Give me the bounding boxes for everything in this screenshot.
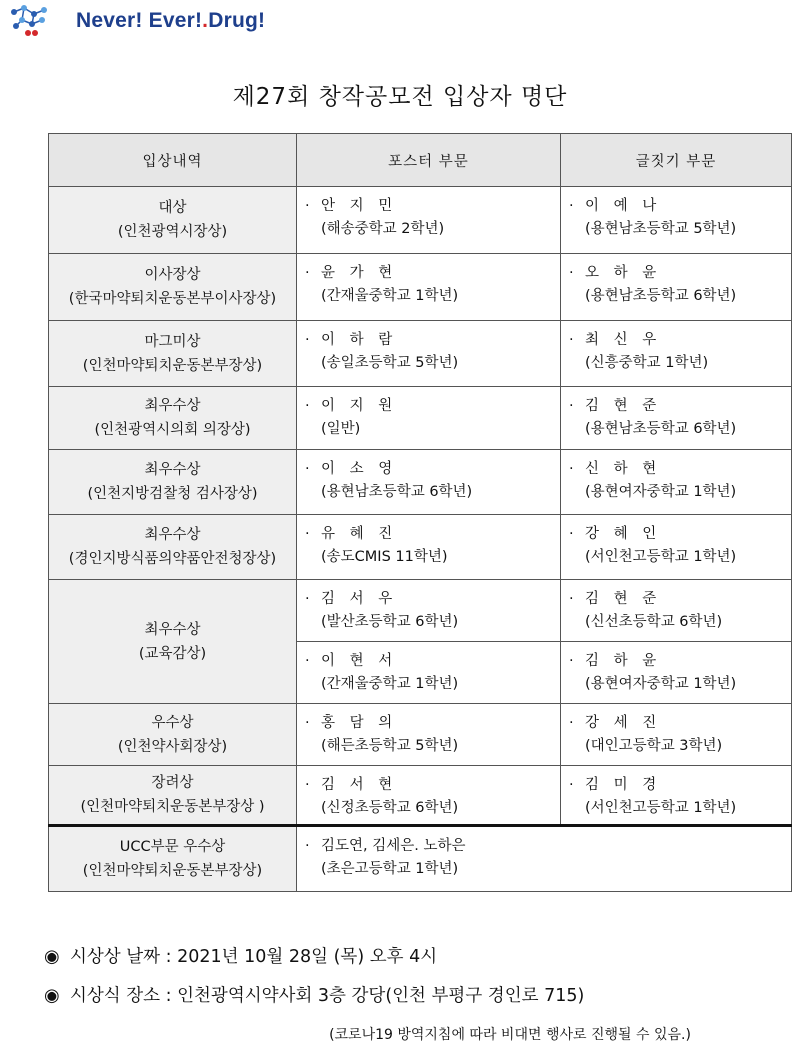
winner-cell	[561, 515, 792, 580]
award-cell	[49, 580, 297, 704]
winner-name: 홍 담 의	[321, 715, 398, 731]
winner-cell	[297, 254, 561, 321]
winner-cell	[561, 642, 792, 704]
winner-name: 이 예 나	[585, 198, 662, 214]
bullet-icon: ·	[305, 591, 310, 607]
bullet-icon: ·	[305, 198, 310, 214]
winner-cell	[561, 321, 792, 387]
bullet-icon: ·	[305, 461, 310, 477]
winner-school: (발산초등학교 6학년)	[321, 614, 459, 630]
table-row	[49, 254, 792, 321]
winner-school: (송일초등학교 5학년)	[321, 355, 459, 371]
winner-name: 김 현 준	[585, 398, 662, 414]
award-name: 최우수상	[144, 462, 201, 478]
table-row	[49, 704, 792, 766]
award-cell	[49, 187, 297, 254]
bullet-icon: ·	[305, 777, 310, 793]
logo	[8, 4, 265, 38]
award-cell	[49, 254, 297, 321]
winner-name: 김 서 현	[321, 777, 398, 793]
bullet-icon: ·	[569, 526, 574, 542]
winner-school: (신흥중학교 1학년)	[585, 355, 709, 371]
award-cell	[49, 515, 297, 580]
award-org: (한국마약퇴치운동본부이사장상)	[68, 291, 277, 307]
table-row-ucc	[49, 826, 792, 892]
bullet-icon: ·	[569, 265, 574, 281]
winner-name: 이 소 영	[321, 461, 398, 477]
award-name: 장려상	[151, 775, 194, 791]
winner-school: (용현여자중학교 1학년)	[585, 484, 737, 500]
winner-cell	[297, 515, 561, 580]
award-org: (인천마약퇴치운동본부장상 )	[80, 799, 265, 815]
award-org: (인천지방검찰청 검사장상)	[87, 486, 258, 502]
bullet-icon: ·	[305, 332, 310, 348]
winner-school: (신선초등학교 6학년)	[585, 614, 723, 630]
award-cell	[49, 321, 297, 387]
winner-name: 이 지 원	[321, 398, 398, 414]
header-essay: 글짓기 부문	[561, 134, 792, 187]
award-org: (인천마약퇴치운동본부장상)	[82, 357, 263, 374]
bullet-icon: ·	[305, 265, 310, 281]
winner-cell	[297, 826, 792, 892]
award-name: 우수상	[151, 714, 194, 731]
award-org: (교육감상)	[138, 645, 207, 662]
award-org: (인천마약퇴치운동본부장상)	[82, 863, 263, 879]
winner-cell	[561, 387, 792, 450]
winner-name: 윤 가 현	[321, 265, 398, 281]
table-row	[49, 387, 792, 450]
winners-table	[48, 133, 792, 892]
covid-note: (코로나19 방역지침에 따라 비대면 행사로 진행될 수 있음.)	[329, 1027, 691, 1043]
bullet-icon: ·	[569, 198, 574, 214]
award-name: 이사장상	[144, 267, 201, 283]
award-place: ◉ 시상식 장소 : 인천광역시약사회 3층 강당(인천 부평구 경인로 715)	[44, 985, 585, 1006]
winner-cell	[297, 387, 561, 450]
winner-name: 김도연, 김세은. 노하은	[321, 838, 466, 854]
award-name: 최우수상	[144, 398, 201, 414]
award-cell	[49, 826, 297, 892]
winner-name: 김 미 경	[585, 777, 662, 793]
winner-school: (서인천고등학교 1학년)	[585, 800, 737, 816]
bullet-icon: ·	[569, 777, 574, 793]
table-row	[49, 766, 792, 826]
winner-cell	[297, 704, 561, 766]
winner-name: 신 하 현	[585, 461, 662, 477]
award-cell	[49, 387, 297, 450]
award-name: UCC부문 우수상	[119, 839, 226, 855]
winner-school: (용현남초등학교 5학년)	[585, 221, 737, 237]
table-row	[49, 450, 792, 515]
winner-cell	[561, 450, 792, 515]
award-cell	[49, 450, 297, 515]
award-name: 최우수상	[144, 527, 201, 543]
award-cell	[49, 704, 297, 766]
award-name: 마그미상	[144, 333, 201, 350]
winner-cell	[297, 766, 561, 826]
bullet-icon: ·	[305, 398, 310, 414]
winner-name: 이 하 람	[321, 332, 398, 348]
winner-cell	[297, 580, 561, 642]
award-org: (경인지방식품의약품안전청장상)	[68, 551, 277, 567]
winner-name: 유 혜 진	[321, 526, 398, 542]
table-row	[49, 187, 792, 254]
winner-name: 강 혜 인	[585, 526, 662, 542]
bullseye-icon: ◉	[44, 985, 60, 1006]
winner-cell	[297, 642, 561, 704]
award-org: (인천광역시의회 의장상)	[94, 422, 251, 438]
table-row	[49, 321, 792, 387]
winner-name: 이 현 서	[321, 653, 398, 669]
bullet-icon: ·	[569, 653, 574, 669]
page-title: 제27회 창작공모전 입상자 명단	[232, 84, 568, 110]
winner-school: (간재울중학교 1학년)	[321, 288, 459, 304]
winner-school: (일반)	[321, 421, 361, 437]
bullseye-icon: ◉	[44, 946, 60, 967]
winner-school: (신정초등학교 6학년)	[321, 800, 459, 816]
award-name: 최우수상	[144, 621, 201, 638]
event-notes	[44, 943, 584, 1021]
winner-school: (용현남초등학교 6학년)	[585, 288, 737, 304]
table-header-row	[49, 134, 792, 187]
winner-cell	[561, 254, 792, 321]
bullet-icon: ·	[305, 715, 310, 731]
bullet-icon: ·	[305, 653, 310, 669]
award-name: 대상	[158, 200, 187, 216]
award-org: (인천약사회장상)	[117, 738, 228, 755]
winner-school: (서인천고등학교 1학년)	[585, 549, 737, 565]
winner-school: (용현여자중학교 1학년)	[585, 676, 737, 692]
bullet-icon: ·	[569, 715, 574, 731]
winner-school: (해든초등학교 5학년)	[321, 738, 459, 754]
winner-cell	[561, 766, 792, 826]
table-row	[49, 580, 792, 642]
logo-text: Never! Ever!.Drug!	[76, 9, 266, 32]
winner-cell	[297, 450, 561, 515]
winner-cell	[297, 321, 561, 387]
winner-cell	[561, 187, 792, 254]
winner-cell	[561, 580, 792, 642]
winner-school: (초은고등학교 1학년)	[321, 861, 459, 877]
bullet-icon: ·	[569, 461, 574, 477]
winner-school: (용현남초등학교 6학년)	[585, 421, 737, 437]
winner-name: 김 서 우	[321, 591, 398, 607]
winner-school: (송도CMIS 11학년)	[321, 549, 448, 565]
award-cell	[49, 766, 297, 826]
winner-name: 김 하 윤	[585, 653, 662, 669]
winner-name: 강 세 진	[585, 715, 662, 731]
winner-name: 김 현 준	[585, 591, 662, 607]
winner-school: (용현남초등학교 6학년)	[321, 484, 473, 500]
bullet-icon: ·	[305, 526, 310, 542]
header-poster: 포스터 부문	[297, 134, 561, 187]
bullet-icon: ·	[569, 332, 574, 348]
bullet-icon: ·	[569, 398, 574, 414]
winner-school: (간재울중학교 1학년)	[321, 676, 459, 692]
winner-name: 안 지 민	[321, 198, 398, 214]
header-award: 입상내역	[49, 134, 297, 187]
winner-cell	[297, 187, 561, 254]
table-row	[49, 515, 792, 580]
award-org: (인천광역시장상)	[117, 224, 228, 240]
bullet-icon: ·	[305, 838, 310, 854]
winner-cell	[561, 704, 792, 766]
winner-name: 최 신 우	[585, 332, 662, 348]
molecule-logo-icon	[8, 4, 56, 38]
winner-school: (대인고등학교 3학년)	[585, 738, 723, 754]
award-date: ◉ 시상상 날짜 : 2021년 10월 28일 (목) 오후 4시	[44, 946, 438, 967]
bullet-icon: ·	[569, 591, 574, 607]
winner-school: (해송중학교 2학년)	[321, 221, 445, 237]
winner-name: 오 하 윤	[585, 265, 662, 281]
